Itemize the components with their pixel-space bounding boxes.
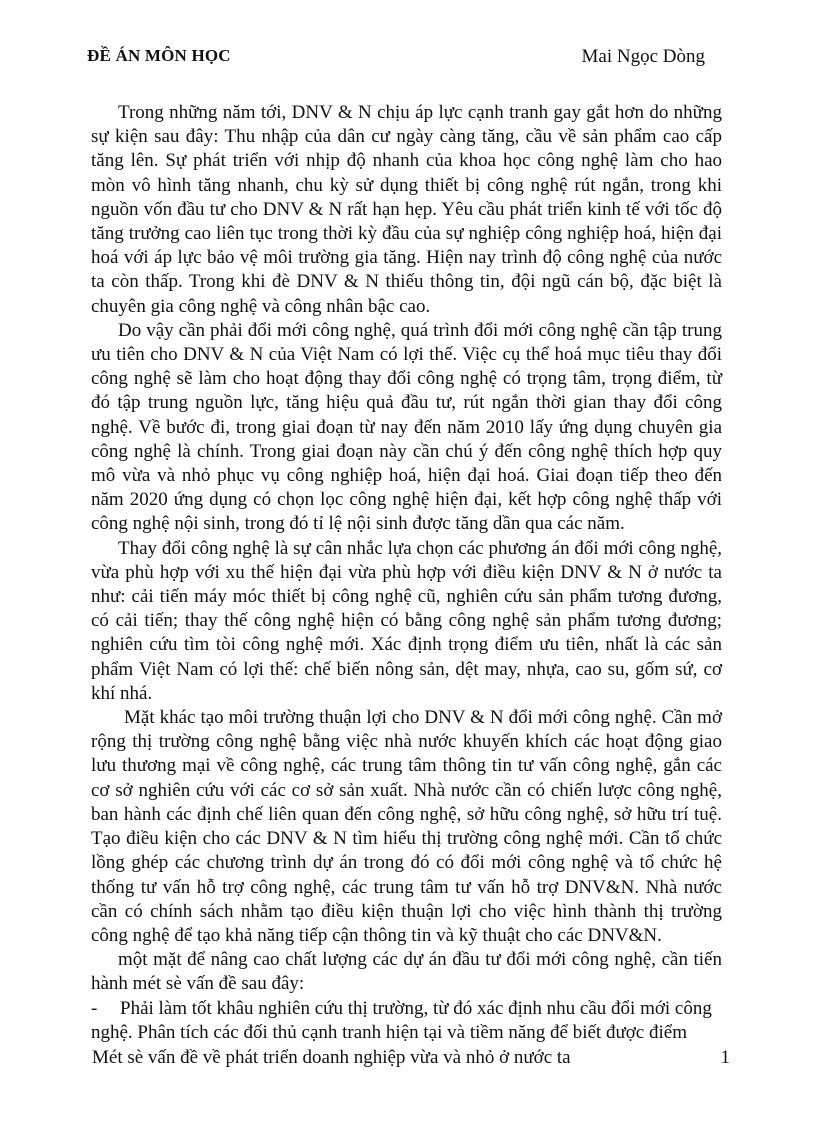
paragraph-1: Trong những năm tới, DNV & N chịu áp lực cạnh tranh gay gắt hơn do những sự kiện sau đây: Thu nhập của dân cư ngày càng tăng, cầu về sản phẩm cao cấp tăng lên. Sự phát triển với nhịp độ nhanh của khoa học công nghệ làm cho hao mòn vô hình tăng nhanh, chu kỳ sử dụng thiết bị công nghệ rút ngắn, trong khi nguồn vốn đầu tư cho DNV & N rất hạn hẹp. Yêu cầu phát triển kinh tế với tốc độ tăng trưởng cao liên tục trong thời kỳ đầu của sự nghiệp công nghiệp hoá, hiện đại hoá với áp lực bảo vệ môi trường gia tăng. Hiện nay trình độ công nghệ của nước ta còn thấp. Trong khi đè DNV & N thiếu thông tin, đội ngũ cán bộ, đặc biệt là chuyên gia công nghệ và công nhân bậc cao. bbox=[91, 102, 722, 317]
bullet-item bbox=[91, 997, 722, 1021]
footer-text: Mét sè vấn đề về phát triển doanh nghiệp vừa và nhỏ ở nước ta bbox=[92, 1047, 571, 1068]
page-header bbox=[87, 46, 705, 70]
paragraph-5: một mặt để nâng cao chất lượng các dự án đầu tư đổi mới công nghệ, cần tiến hành mét sè vấn đề sau đây: bbox=[91, 949, 722, 995]
paragraph-4: Mặt khác tạo môi trường thuận lợi cho DNV & N đổi mới công nghệ. Cần mở rộng thị trường công nghệ bằng việc nhà nước khuyến khích các hoạt động giao lưu thương mại về công nghệ, các trung tâm thông tin tư vấn công nghệ, gắn các cơ sở nghiên cứu với các cơ sở sản xuất. Nhà nước cần có chiến lược công nghệ, ban hành các định chế liên quan đến công nghệ, sở hữu công nghệ, sở hữu trí tuệ. Tạo điều kiện cho các DNV & N tìm hiểu thị trường công nghệ mới. Cần tổ chức lồng ghép các chương trình dự án trong đó có đổi mới công nghệ và tổ chức hệ thống tư vấn hỗ trợ công nghệ, các trung tâm tư vấn hỗ trợ DNV&N. Nhà nước cần có chính sách nhằm tạo điều kiện thuận lợi cho việc hình thành thị trường công nghệ để tạo khả năng tiếp cận thông tin và kỹ thuật cho các DNV&N. bbox=[91, 707, 722, 946]
bullet-continuation: nghệ. Phân tích các đối thủ cạnh tranh hiện tại và tiềm năng để biết được điểm bbox=[91, 1021, 687, 1043]
page-number: 1 bbox=[720, 1047, 730, 1068]
paragraph-3: Thay đổi công nghệ là sự cân nhắc lựa chọn các phương án đổi mới công nghệ, vừa phù hợp với xu thế hiện đại vừa phù hợp với điều kiện DNV & N ở nước ta như: cải tiến máy móc thiết bị công nghệ cũ, nghiên cứu sản phẩm tương đương, có cải tiến; thay thế công nghệ hiện có bằng công nghệ sản phẩm tương đương; nghiên cứu tìm tòi công nghệ mới. Xác định trọng điểm ưu tiên, nhất là các sản phẩm Việt Nam có lợi thế: chế biến nông sản, dệt may, nhựa, cao su, gốm sứ, cơ khí nhá. bbox=[91, 537, 722, 704]
bullet-marker: - bbox=[91, 997, 98, 1019]
document-title: ĐỀ ÁN MÔN HỌC bbox=[87, 46, 231, 65]
author-name: Mai Ngọc Dòng bbox=[581, 46, 705, 67]
page-footer bbox=[92, 1047, 730, 1073]
bullet-text: Phải làm tốt khâu nghiên cứu thị trường, từ đó xác định nhu cầu đổi mới công bbox=[120, 997, 712, 1019]
document-body bbox=[91, 101, 722, 1045]
paragraph-2: Do vậy cần phải đổi mới công nghệ, quá trình đổi mới công nghệ cần tập trung ưu tiên cho DNV & N của Việt Nam có lợi thế. Việc cụ thể hoá mục tiêu thay đổi công nghệ sẽ làm cho hoạt động thay đổi công nghệ có trọng tâm, trọng điểm, từ đó tập trung nguồn lực, tăng hiệu quả đầu tư, rút ngắn thời gian thay đổi công nghệ. Về bước đi, trong giai đoạn từ nay đến năm 2010 lấy ứng dụng chuyên gia công nghệ là chính. Trong giai đoạn này cần chú ý đến công nghệ thích hợp quy mô vừa và nhỏ phục vụ công nghiệp hoá, hiện đại hoá. Giai đoạn tiếp theo đến năm 2020 ứng dụng có chọn lọc công nghệ hiện đại, kết hợp công nghệ thấp với công nghệ nội sinh, trong đó tỉ lệ nội sinh được tăng dần qua các năm. bbox=[91, 319, 722, 535]
